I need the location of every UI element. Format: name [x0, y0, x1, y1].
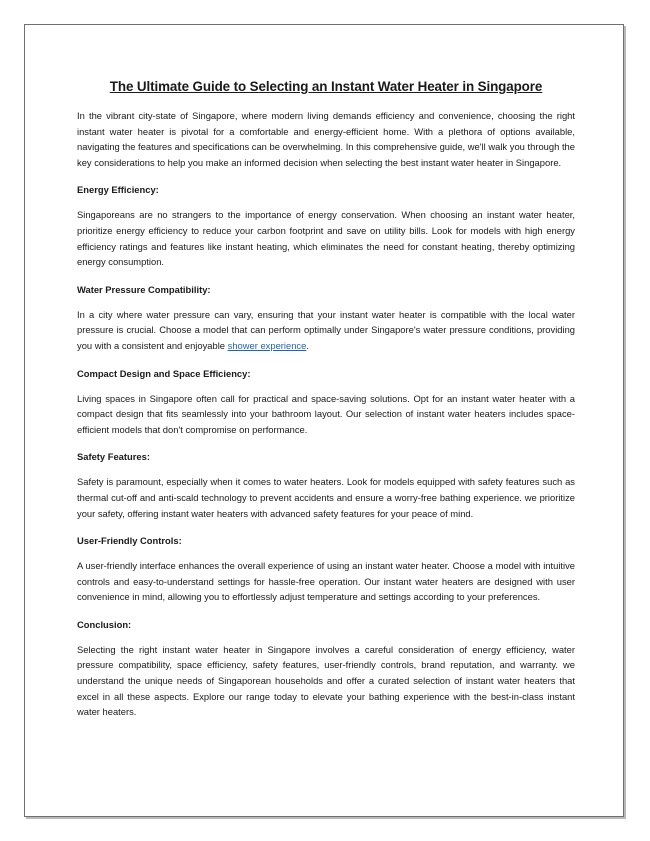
section-body-safety-features: Safety is paramount, especially when it comes to water heaters. Look for models equipped with safety features such as thermal cut-off and anti-scald technology to prevent accidents and ensure a worry-free bathing experience. we prioritize your safety, offering instant water heaters with advanced safety features for your peace of mind.: [77, 476, 575, 519]
section-body-water-pressure: [77, 307, 575, 354]
section-heading-water-pressure: Water Pressure Compatibility:: [77, 283, 211, 295]
section-heading-conclusion: Conclusion:: [77, 618, 132, 630]
section-body-conclusion: Selecting the right instant water heater in Singapore involves a careful consideration of energy efficiency, water pressure compatibility, space efficiency, safety features, user-friendly controls, brand reputation, and warranty. we understand the unique needs of Singaporean households and offer a curated selection of instant water heaters that excel in all these aspects. Explore our range today to elevate your bathing experience with the best-in-class instant water heaters.: [77, 643, 575, 718]
section-body-energy-efficiency: Singaporeans are no strangers to the importance of energy conservation. When choosing an instant water heater, prioritize energy efficiency to reduce your carbon footprint and save on utility bills. Look for models with high energy efficiency ratings and features like instant heating, which eliminates the need for constant heating, thereby optimizing energy consumption.: [77, 209, 575, 268]
document-content: [77, 78, 575, 732]
section-heading-safety-features: Safety Features:: [77, 451, 150, 463]
section-heading-compact-design: Compact Design and Space Efficiency:: [77, 367, 251, 379]
document-title: The Ultimate Guide to Selecting an Instant Water Heater in Singapore: [109, 79, 543, 94]
intro-paragraph: In the vibrant city-state of Singapore, where modern living demands efficiency and convenience, choosing the right instant water heater is pivotal for a comfortable and energy-efficient home. With a plethora of options available, navigating the features and specifications can be overwhelming. In this comprehensive guide, we'll walk you through the key considerations to help you make an informed decision when selecting the best instant water heater in Singapore.: [77, 110, 575, 168]
document-page: [24, 24, 624, 817]
section-body-water-pressure-end: .: [306, 339, 309, 351]
shower-experience-link[interactable]: shower experience: [227, 339, 307, 351]
section-body-water-pressure-text: In a city where water pressure can vary, ensuring that your instant water heater is compatible with the local water pressure is crucial. Choose a model that can perform optimally under Singapore's water pressure conditions, providing you with a consistent and enjoyable: [77, 308, 575, 351]
section-body-user-friendly-controls: A user-friendly interface enhances the overall experience of using an instant water heater. Choose a model with intuitive controls and easy-to-understand settings for hassle-free operation. Our instant water heaters are designed with user convenience in mind, allowing you to effortlessly adjust temperature and settings according to your preferences.: [77, 560, 575, 603]
section-heading-energy-efficiency: Energy Efficiency:: [77, 184, 159, 196]
section-body-compact-design: Living spaces in Singapore often call for practical and space-saving solutions. Opt for an instant water heater with a compact design that fits seamlessly into your bathroom layout. Our selection of instant water heaters includes space-efficient models that don't compromise on performance.: [77, 392, 575, 435]
section-heading-user-friendly-controls: User-Friendly Controls:: [77, 535, 182, 547]
